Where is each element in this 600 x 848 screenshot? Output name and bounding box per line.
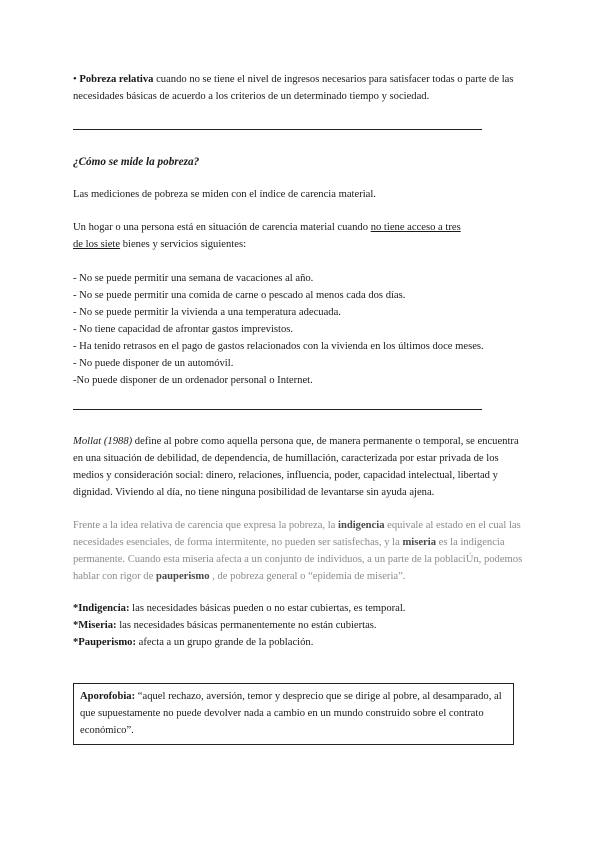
list-item: - No tiene capacidad de afrontar gastos imprevistos. <box>73 324 294 335</box>
list-item: - No se puede permitir una semana de vacaciones al año. <box>73 273 314 284</box>
list-item: - No se puede permitir la vivienda a una temperatura adecuada. <box>73 307 341 318</box>
underlined-phrase: no tiene acceso a tres de los siete <box>73 222 461 250</box>
definition-indigencia: *Indigencia: las necesidades básicas pueden o no estar cubiertas, es temporal. <box>73 603 406 614</box>
section-heading: ¿Cómo se mide la pobreza? <box>73 156 200 168</box>
list-item: - Ha tenido retrasos en el pago de gastos relacionados con la vivienda en los últimos doce meses. <box>73 341 484 352</box>
material-deprivation-paragraph: Un hogar o una persona está en situación de carencia material cuando no tiene acceso a tres de los siete bienes y servicios siguientes: <box>73 222 461 250</box>
definition-pauperismo: *Pauperismo: afecta a un grupo grande de la población. <box>73 637 314 648</box>
relative-poverty-term: Pobreza relativa <box>79 74 154 85</box>
indigencia-paragraph: Frente a la idea relativa de carencia que expresa la pobreza, la indigencia equivale al estado en el cual las necesidades esenciales, de forma intermitente, no pueden ser satisfechas, y la miseria es la indigencia permanente. Cuando esta miseria afecta a un conjunto de individuos, a un parte de la poblaciÚn, podemos hablar con rigor de pauperismo , de pobreza general o “epidemia de miseria”. <box>73 520 523 582</box>
list-item: - No se puede permitir una comida de carne o pescado al menos cada dos días. <box>73 290 406 301</box>
measurement-intro: Las mediciones de pobreza se miden con el índice de carencia material. <box>73 189 376 200</box>
aporofobia-term: Aporofobia: <box>80 691 136 702</box>
divider-1 <box>73 129 482 130</box>
divider-2 <box>73 409 482 410</box>
relative-poverty-paragraph: • Pobreza relativa cuando no se tiene el nivel de ingresos necesarios para satisfacer todas o parte de las necesidades básicas de acuerdo a los criterios de un determinado tiempo y sociedad. <box>73 74 514 102</box>
definitions-list <box>73 600 528 651</box>
mollat-citation: Mollat (1988) <box>73 436 133 447</box>
aporofobia-box: Aporofobia: “aquel rechazo, aversión, temor y desprecio que se dirige al pobre, al desamparado, al que supuestamente no puede devolver nada a cambio en un mundo construido sobre el contrato económico”. <box>73 683 514 745</box>
list-item: -No puede disponer de un ordenador personal o Internet. <box>73 375 313 386</box>
definition-miseria: *Miseria: las necesidades básicas permanentemente no están cubiertas. <box>73 620 377 631</box>
deprivation-list <box>73 270 528 389</box>
mollat-paragraph: Mollat (1988) define al pobre como aquella persona que, de manera permanente o temporal, se encuentra en una situación de debilidad, de dependencia, de humillación, caracterizada por estar privada de los medios y consideración social: dinero, relaciones, influencia, poder, capacidad intelectual, libertad y dignidad. Viviendo al día, no tiene ninguna posibilidad de levantarse sin ayuda ajena. <box>73 436 519 498</box>
list-item: - No puede disponer de un automóvil. <box>73 358 234 369</box>
